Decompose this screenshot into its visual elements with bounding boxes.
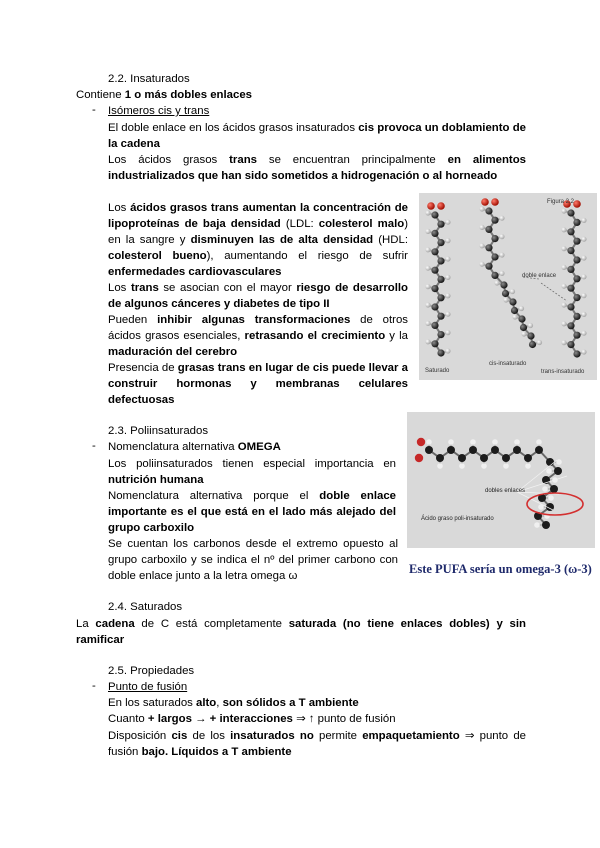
carbon-atom bbox=[518, 315, 525, 322]
carbon-atom bbox=[573, 256, 580, 263]
carbon-atom bbox=[573, 238, 580, 245]
hydrogen-atom bbox=[561, 208, 566, 213]
carbon-atom bbox=[529, 341, 536, 348]
carbon-atom bbox=[567, 285, 574, 292]
hydrogen-atom bbox=[561, 246, 566, 251]
carbon-atom bbox=[425, 446, 433, 454]
hydrogen-atom bbox=[499, 252, 504, 257]
hydrogen-atom bbox=[479, 206, 484, 211]
hydrogen-atom bbox=[546, 468, 552, 474]
hydrogen-atom bbox=[581, 218, 586, 223]
hydrogen-atom bbox=[561, 227, 566, 232]
carbon-atom bbox=[567, 247, 574, 254]
carbon-atom bbox=[567, 303, 574, 310]
carbon-atom bbox=[573, 294, 580, 301]
hydrogen-atom bbox=[561, 321, 566, 326]
hydrogen-atom bbox=[425, 247, 430, 252]
carbon-atom bbox=[485, 263, 492, 270]
carbon-atom bbox=[437, 313, 444, 320]
carbon-atom bbox=[567, 228, 574, 235]
hydrogen-atom bbox=[537, 340, 542, 345]
hydrogen-atom bbox=[425, 321, 430, 326]
carbon-atom bbox=[524, 454, 532, 462]
hydrogen-atom bbox=[425, 339, 430, 344]
oxygen-atom bbox=[427, 202, 435, 210]
section-heading-2-3: 2.3. Poliinsaturados bbox=[108, 425, 209, 437]
hydrogen-atom bbox=[479, 262, 484, 267]
carbon-atom bbox=[573, 219, 580, 226]
pufa-label: Ácido graso poli-insaturado bbox=[421, 516, 494, 522]
cis-label: cis-insaturado bbox=[489, 361, 527, 367]
paragraph-trans-ldl: Los ácidos grasos trans aumentan la concentración de lipoproteínas de baja densidad (LDL: colesterol malo) en la sangre y disminuyen las de alta densidad (HDL: colesterol bueno), aumentando el riesgo de sufrir enfermedades cardiovasculares bbox=[108, 202, 409, 278]
hydrogen-atom bbox=[503, 463, 509, 469]
hydrogen-atom bbox=[534, 522, 540, 528]
hydrogen-atom bbox=[481, 463, 487, 469]
hydrogen-atom bbox=[510, 289, 515, 294]
carbon-atom bbox=[431, 340, 438, 347]
omega-nomenclature-line: Nomenclatura alternativa OMEGA bbox=[108, 441, 281, 453]
oxygen-atom bbox=[415, 454, 423, 462]
carbon-atom bbox=[485, 207, 492, 214]
carbon-atom bbox=[469, 446, 477, 454]
carbon-atom bbox=[554, 467, 562, 475]
hydrogen-atom bbox=[581, 274, 586, 279]
carbon-atom bbox=[550, 485, 558, 493]
hydrogen-atom bbox=[581, 255, 586, 260]
carbon-atom bbox=[573, 332, 580, 339]
hydrogen-atom bbox=[514, 439, 520, 445]
carbon-atom bbox=[573, 350, 580, 357]
hydrogen-atom bbox=[445, 293, 450, 298]
hydrogen-atom bbox=[561, 265, 566, 270]
hydrogen-atom bbox=[499, 234, 504, 239]
carbon-atom bbox=[567, 322, 574, 329]
carbon-atom bbox=[431, 303, 438, 310]
hydrogen-atom bbox=[512, 314, 517, 319]
hydrogen-atom bbox=[556, 459, 562, 465]
carbon-atom bbox=[437, 257, 444, 264]
carbon-atom bbox=[520, 324, 527, 331]
hydrogen-atom bbox=[528, 323, 533, 328]
carbon-atom bbox=[480, 454, 488, 462]
hydrogen-atom bbox=[581, 293, 586, 298]
hydrogen-atom bbox=[426, 439, 432, 445]
carbon-atom bbox=[437, 294, 444, 301]
carbon-atom bbox=[431, 248, 438, 255]
bullet-dash: - bbox=[92, 680, 96, 692]
hydrogen-atom bbox=[425, 302, 430, 307]
omega-3-caption: Este PUFA sería un omega-3 (ω-3) bbox=[409, 562, 592, 576]
hydrogen-atom bbox=[561, 340, 566, 345]
hydrogen-atom bbox=[492, 439, 498, 445]
carbon-atom bbox=[437, 331, 444, 338]
carbon-atom bbox=[567, 341, 574, 348]
carbon-atom bbox=[437, 349, 444, 356]
hydrogen-atom bbox=[437, 463, 443, 469]
carbon-atom bbox=[485, 226, 492, 233]
carbon-atom bbox=[502, 454, 510, 462]
oxygen-atom bbox=[491, 198, 499, 206]
paragraph-trans-growth: Pueden inhibir algunas transformaciones de otros ácidos grasos esenciales, retrasando el crecimiento y la maduración del cerebro bbox=[108, 314, 409, 358]
carbon-atom bbox=[491, 272, 498, 279]
oxygen-atom bbox=[437, 202, 445, 210]
carbon-atom bbox=[458, 454, 466, 462]
carbon-atom bbox=[535, 446, 543, 454]
carbon-atom bbox=[527, 332, 534, 339]
paragraph-cis-bend: El doble enlace en los ácidos grasos insaturados cis provoca un doblamiento de la cadena bbox=[108, 122, 526, 150]
figure-number-label: Figura 2.2 bbox=[547, 199, 575, 205]
unsaturated-intro: Contiene 1 o más dobles enlaces bbox=[76, 89, 253, 101]
double-bonds-label: dobles enlaces bbox=[485, 488, 526, 494]
hydrogen-atom bbox=[425, 229, 430, 234]
carbon-atom bbox=[437, 221, 444, 228]
hydrogen-atom bbox=[525, 463, 531, 469]
carbon-atom bbox=[491, 217, 498, 224]
hydrogen-atom bbox=[448, 439, 454, 445]
paragraph-omega-counting: Se cuentan los carbonos desde el extremo opuesto al grupo carboxilo y se indica el nº del primer carbono con doble enlace junto a la letra omega ω bbox=[108, 538, 398, 582]
hydrogen-atom bbox=[561, 302, 566, 307]
carbon-atom bbox=[567, 209, 574, 216]
carbon-atom bbox=[447, 446, 455, 454]
hydrogen-atom bbox=[425, 266, 430, 271]
hydrogen-atom bbox=[470, 439, 476, 445]
hydrogen-atom bbox=[499, 271, 504, 276]
carbon-atom bbox=[491, 235, 498, 242]
hydrogen-atom bbox=[445, 330, 450, 335]
hydrogen-atom bbox=[425, 284, 430, 289]
paragraph-saturated-chain: La cadena de C está completamente saturada (no tiene enlaces dobles) y sin ramificar bbox=[76, 618, 526, 646]
section-heading-2-5: 2.5. Propiedades bbox=[108, 665, 195, 677]
paragraph-trans-cancer: Los trans se asocian con el mayor riesgo de desarrollo de algunos cánceres y diabetes de tipo II bbox=[108, 282, 408, 310]
carbon-atom bbox=[500, 281, 507, 288]
carbon-atom bbox=[567, 266, 574, 273]
fatty-acids-molecule-figure bbox=[419, 193, 597, 380]
carbon-atom bbox=[437, 239, 444, 246]
paragraph-pufa-importance: Los poliinsaturados tienen especial importancia en nutrición humana bbox=[108, 458, 396, 486]
trans-label: trans-insaturado bbox=[541, 369, 585, 375]
carbon-atom bbox=[485, 244, 492, 251]
hydrogen-atom bbox=[519, 306, 524, 311]
carbon-atom bbox=[431, 285, 438, 292]
hydrogen-atom bbox=[561, 284, 566, 289]
hydrogen-atom bbox=[503, 297, 508, 302]
oxygen-atom bbox=[481, 198, 489, 206]
carbon-atom bbox=[513, 446, 521, 454]
hydrogen-atom bbox=[445, 220, 450, 225]
fatty-acids-molecule-drawing bbox=[419, 193, 597, 380]
carbon-atom bbox=[573, 313, 580, 320]
hydrogen-atom bbox=[445, 238, 450, 243]
hydrogen-atom bbox=[499, 216, 504, 221]
melting-point-subheading: Punto de fusión bbox=[108, 681, 188, 693]
double-bond-label: doble enlace bbox=[522, 273, 557, 279]
carbon-atom bbox=[502, 290, 509, 297]
carbon-atom bbox=[436, 454, 444, 462]
paragraph-trans-membranes: Presencia de grasas trans en lugar de cis puede llevar a construir hormonas y membranas celulares defectuosas bbox=[108, 362, 408, 406]
carbon-atom bbox=[431, 230, 438, 237]
carbon-atom bbox=[573, 275, 580, 282]
melting-length-line: Cuanto + largos → + interacciones ⇒ ↑ punto de fusión bbox=[108, 713, 396, 725]
hydrogen-atom bbox=[581, 237, 586, 242]
hydrogen-atom bbox=[479, 225, 484, 230]
hydrogen-atom bbox=[581, 331, 586, 336]
paragraph-trans-foods: Los ácidos grasos trans se encuentran principalmente en alimentos industrializados que han sido sometidos a hidrogenación o al horneado bbox=[108, 154, 526, 182]
carbon-atom bbox=[431, 267, 438, 274]
bullet-dash: - bbox=[92, 440, 96, 452]
hydrogen-atom bbox=[581, 349, 586, 354]
carbon-atom bbox=[546, 458, 554, 466]
hydrogen-atom bbox=[536, 439, 542, 445]
melting-cis-line: Disposición cis de los insaturados no permite empaquetamiento ⇒ punto de fusión bajo. Líquidos a T ambiente bbox=[108, 730, 526, 758]
oxygen-atom bbox=[417, 438, 425, 446]
saturated-label: Saturado bbox=[425, 368, 450, 374]
hydrogen-atom bbox=[542, 486, 548, 492]
carbon-atom bbox=[431, 322, 438, 329]
carbon-atom bbox=[491, 446, 499, 454]
paragraph-omega-reason: Nomenclatura alternativa porque el doble enlace importante es el que está en el lado más alejado del grupo carboxilo bbox=[108, 490, 396, 534]
carbon-atom bbox=[437, 276, 444, 283]
hydrogen-atom bbox=[445, 312, 450, 317]
carbon-atom bbox=[509, 298, 516, 305]
hydrogen-atom bbox=[445, 348, 450, 353]
hydrogen-atom bbox=[479, 243, 484, 248]
carbon-atom bbox=[542, 521, 550, 529]
hydrogen-atom bbox=[548, 495, 554, 501]
hydrogen-atom bbox=[494, 280, 499, 285]
carbon-atom bbox=[431, 211, 438, 218]
hydrogen-atom bbox=[445, 256, 450, 261]
hydrogen-atom bbox=[459, 463, 465, 469]
carbon-atom bbox=[511, 307, 518, 314]
oxygen-atom bbox=[573, 200, 581, 208]
melting-saturated-line: En los saturados alto, son sólidos a T ambiente bbox=[108, 697, 359, 709]
isomers-subheading: Isómeros cis y trans bbox=[108, 105, 210, 117]
bullet-dash: - bbox=[92, 104, 96, 116]
carbon-atom bbox=[491, 253, 498, 260]
section-heading-2-4: 2.4. Saturados bbox=[108, 601, 183, 613]
hydrogen-atom bbox=[521, 331, 526, 336]
hydrogen-atom bbox=[581, 312, 586, 317]
hydrogen-atom bbox=[425, 210, 430, 215]
hydrogen-atom bbox=[445, 275, 450, 280]
pufa-molecule-drawing bbox=[407, 412, 595, 548]
pufa-molecule-figure bbox=[407, 412, 595, 548]
section-heading-2-2: 2.2. Insaturados bbox=[108, 73, 190, 85]
